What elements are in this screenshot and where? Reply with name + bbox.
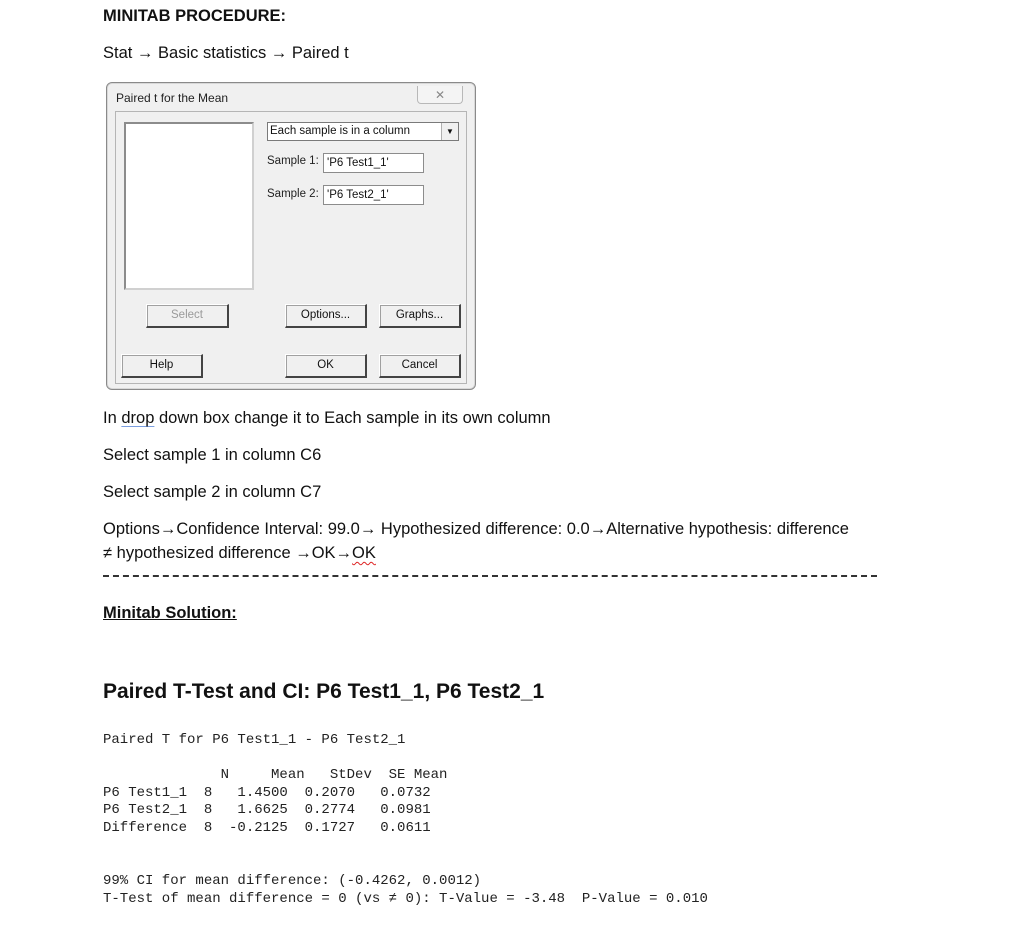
sample2-input[interactable]: 'P6 Test2_1' — [323, 185, 424, 205]
sample1-input[interactable]: 'P6 Test1_1' — [323, 153, 424, 173]
cancel-button[interactable]: Cancel — [379, 354, 461, 378]
step-sample2: Select sample 2 in column C7 — [103, 483, 322, 501]
close-button[interactable] — [417, 86, 463, 104]
select-button[interactable]: Select — [146, 304, 229, 328]
data-layout-dropdown[interactable] — [267, 122, 459, 141]
dashed-separator — [103, 575, 877, 577]
menu-path: Stat → Basic statistics → Paired t — [103, 44, 349, 62]
step4-flagged-word: OK — [352, 544, 376, 562]
paired-t-dialog — [106, 82, 476, 390]
table-header: N Mean StDev SE Mean — [103, 767, 448, 783]
dialog-body — [115, 111, 467, 384]
variables-listbox[interactable] — [124, 122, 254, 290]
ci-line: 99% CI for mean difference: (-0.4262, 0.0012) — [103, 873, 482, 889]
output-subtitle: Paired T for P6 Test1_1 - P6 Test2_1 — [103, 732, 406, 748]
graphs-button[interactable]: Graphs... — [379, 304, 461, 328]
ok-button[interactable]: OK — [285, 354, 367, 378]
ttest-line: T-Test of mean difference = 0 (vs ≠ 0): T-Value = -3.48 P-Value = 0.010 — [103, 891, 708, 907]
step1-text-rest: down box change it to Each sample in its own column — [154, 409, 551, 427]
step-options-line2 — [103, 542, 376, 564]
chevron-down-icon[interactable]: ▼ — [441, 123, 458, 140]
table-row: Difference 8 -0.2125 0.1727 0.0611 — [103, 820, 431, 836]
sample1-label: Sample 1: — [267, 155, 319, 167]
result-title: Paired T-Test and CI: P6 Test1_1, P6 Test2_1 — [103, 680, 545, 703]
options-button[interactable]: Options... — [285, 304, 367, 328]
help-button[interactable]: Help — [121, 354, 203, 378]
table-row: P6 Test1_1 8 1.4500 0.2070 0.0732 — [103, 785, 431, 801]
step1-text: In — [103, 409, 122, 427]
table-row: P6 Test2_1 8 1.6625 0.2774 0.0981 — [103, 802, 431, 818]
step-dropdown — [103, 407, 551, 429]
close-icon: ✕ — [434, 87, 446, 102]
step-sample1: Select sample 1 in column C6 — [103, 446, 322, 464]
dropdown-value: Each sample is in a column — [270, 125, 410, 137]
sample2-label: Sample 2: — [267, 188, 319, 200]
step4-text: ≠ hypothesized difference →OK→ — [103, 544, 353, 562]
dialog-title: Paired t for the Mean — [116, 91, 229, 105]
procedure-heading: MINITAB PROCEDURE: — [103, 7, 287, 25]
solution-heading: Minitab Solution: — [103, 604, 237, 622]
step-options-line1: Options→Confidence Interval: 99.0→ Hypothesized difference: 0.0→Alternative hypothesis: difference — [103, 520, 849, 538]
step1-flagged-word: drop — [121, 409, 155, 427]
